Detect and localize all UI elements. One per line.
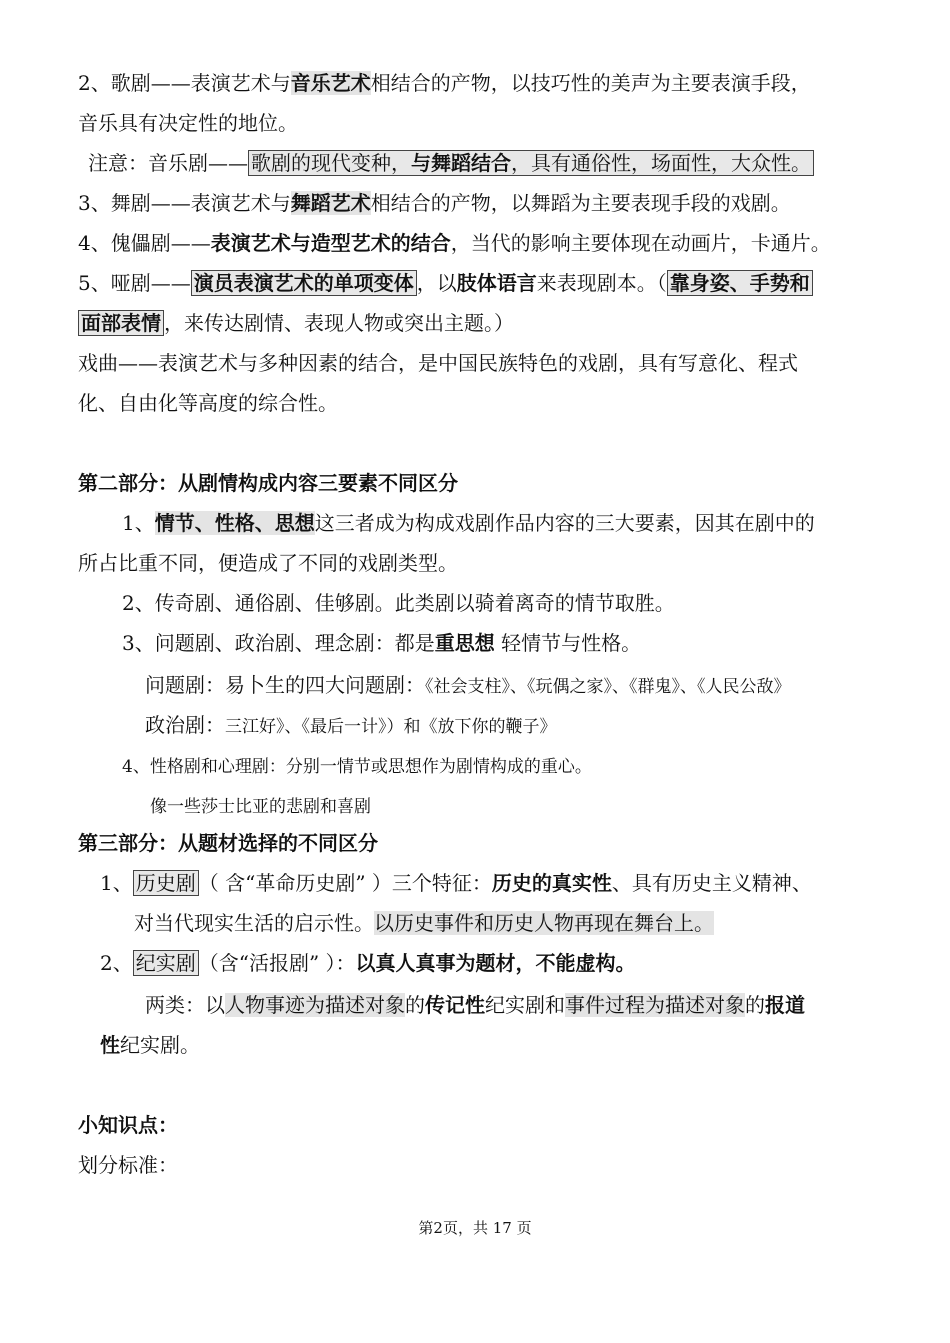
highlight-music-art: 音乐艺术: [290, 71, 371, 95]
boxed-musical-definition: 歌剧的现代变种，与舞蹈结合，具有通俗性，场面性，大众性。: [248, 150, 814, 176]
line-two-types-cont: 性纪实剧。: [100, 1033, 200, 1057]
highlight-three-elements: 情节、性格、思想: [154, 511, 315, 535]
highlight-event-process: 事件过程为描述对象: [565, 993, 745, 1017]
line-ibsen: 问题剧：易卜生的四大问题剧：《社会支柱》、《玩偶之家》、《群鬼》、《人民公敌》: [145, 673, 791, 697]
section-heading-part-two: 第二部分：从剧情构成内容三要素不同区分: [78, 471, 458, 495]
line-two-types: 两类：以人物事迹为描述对象的传记性纪实剧和事件过程为描述对象的报道: [145, 993, 805, 1017]
line-puppet-drama: 4、傀儡剧——表演艺术与造型艺术的结合，当代的影响主要体现在动画片，卡通片。: [78, 231, 831, 255]
highlight-dance-art: 舞蹈艺术: [290, 191, 371, 215]
line-history-drama: 1、 历史剧 （ 含“革命历史剧” ）三个特征：历史的真实性、具有历史主义精神、: [100, 871, 812, 895]
line-opera: 2、歌剧——表演艺术与音乐艺术相结合的产物，以技巧性的美声为主要表演手段，: [78, 71, 811, 95]
line-documentary-drama: 2、 纪实剧 （含“活报剧” ）：以真人真事为题材，不能虚构。: [100, 951, 636, 975]
line-criteria: 划分标准：: [78, 1153, 178, 1177]
line-history-drama-cont: 对当代现实生活的启示性。以历史事件和历史人物再现在舞台上。: [134, 911, 714, 935]
boxed-facial-expression: 面部表情: [78, 310, 164, 336]
section-heading-part-three: 第三部分：从题材选择的不同区分: [78, 831, 378, 855]
boxed-body-posture: 靠身姿、手势和: [667, 270, 813, 296]
boxed-documentary-drama: 纪实剧: [133, 950, 199, 976]
boxed-mime-definition: 演员表演艺术的单项变体: [191, 270, 417, 296]
line-musical-note: 注意：音乐剧—— 歌剧的现代变种，与舞蹈结合，具有通俗性，场面性，大众性。: [88, 148, 814, 178]
line-mime-cont: 面部表情 ，来传达剧情、表现人物或突出主题。）: [78, 308, 514, 338]
highlight-history-events: 以历史事件和历史人物再现在舞台上。: [374, 911, 714, 935]
line-problem-drama: 3、问题剧、政治剧、理念剧：都是重思想 轻情节与性格。: [122, 631, 642, 655]
line-shakespeare: 像一些莎士比亚的悲剧和喜剧: [150, 797, 371, 817]
line-mime: 5、哑剧—— 演员表演艺术的单项变体 ，以肢体语言来表现剧本。（ 靠身姿、手势和: [78, 268, 813, 298]
line-character-drama: 4、性格剧和心理剧：分别一情节或思想作为剧情构成的重心。: [122, 757, 592, 777]
line-xiqu: 戏曲——表演艺术与多种因素的结合，是中国民族特色的戏剧，具有写意化、程式: [78, 351, 798, 375]
section-heading-tips: 小知识点：: [78, 1113, 178, 1137]
line-political-drama: 政治剧：三江好》、《最后一计》）和《放下你的鞭子》: [145, 713, 557, 737]
line-dance-drama: 3、舞剧——表演艺术与舞蹈艺术相结合的产物，以舞蹈为主要表现手段的戏剧。: [78, 191, 791, 215]
line-legend-drama: 2、传奇剧、通俗剧、佳够剧。此类剧以骑着离奇的情节取胜。: [122, 591, 675, 615]
page-footer: 第2页，共 17 页: [418, 1219, 532, 1237]
line-opera-cont: 音乐具有决定性的地位。: [78, 111, 298, 135]
line-xiqu-cont: 化、自由化等高度的综合性。: [78, 391, 338, 415]
line-three-elements: 1、情节、性格、思想这三者成为构成戏剧作品内容的三大要素，因其在剧中的: [122, 511, 815, 535]
boxed-history-drama: 历史剧: [133, 870, 199, 896]
bold-puppet-definition: 表演艺术与造型艺术的结合: [210, 231, 451, 255]
highlight-person-deeds: 人物事迹为描述对象: [225, 993, 405, 1017]
line-three-elements-cont: 所占比重不同，便造成了不同的戏剧类型。: [78, 551, 458, 575]
